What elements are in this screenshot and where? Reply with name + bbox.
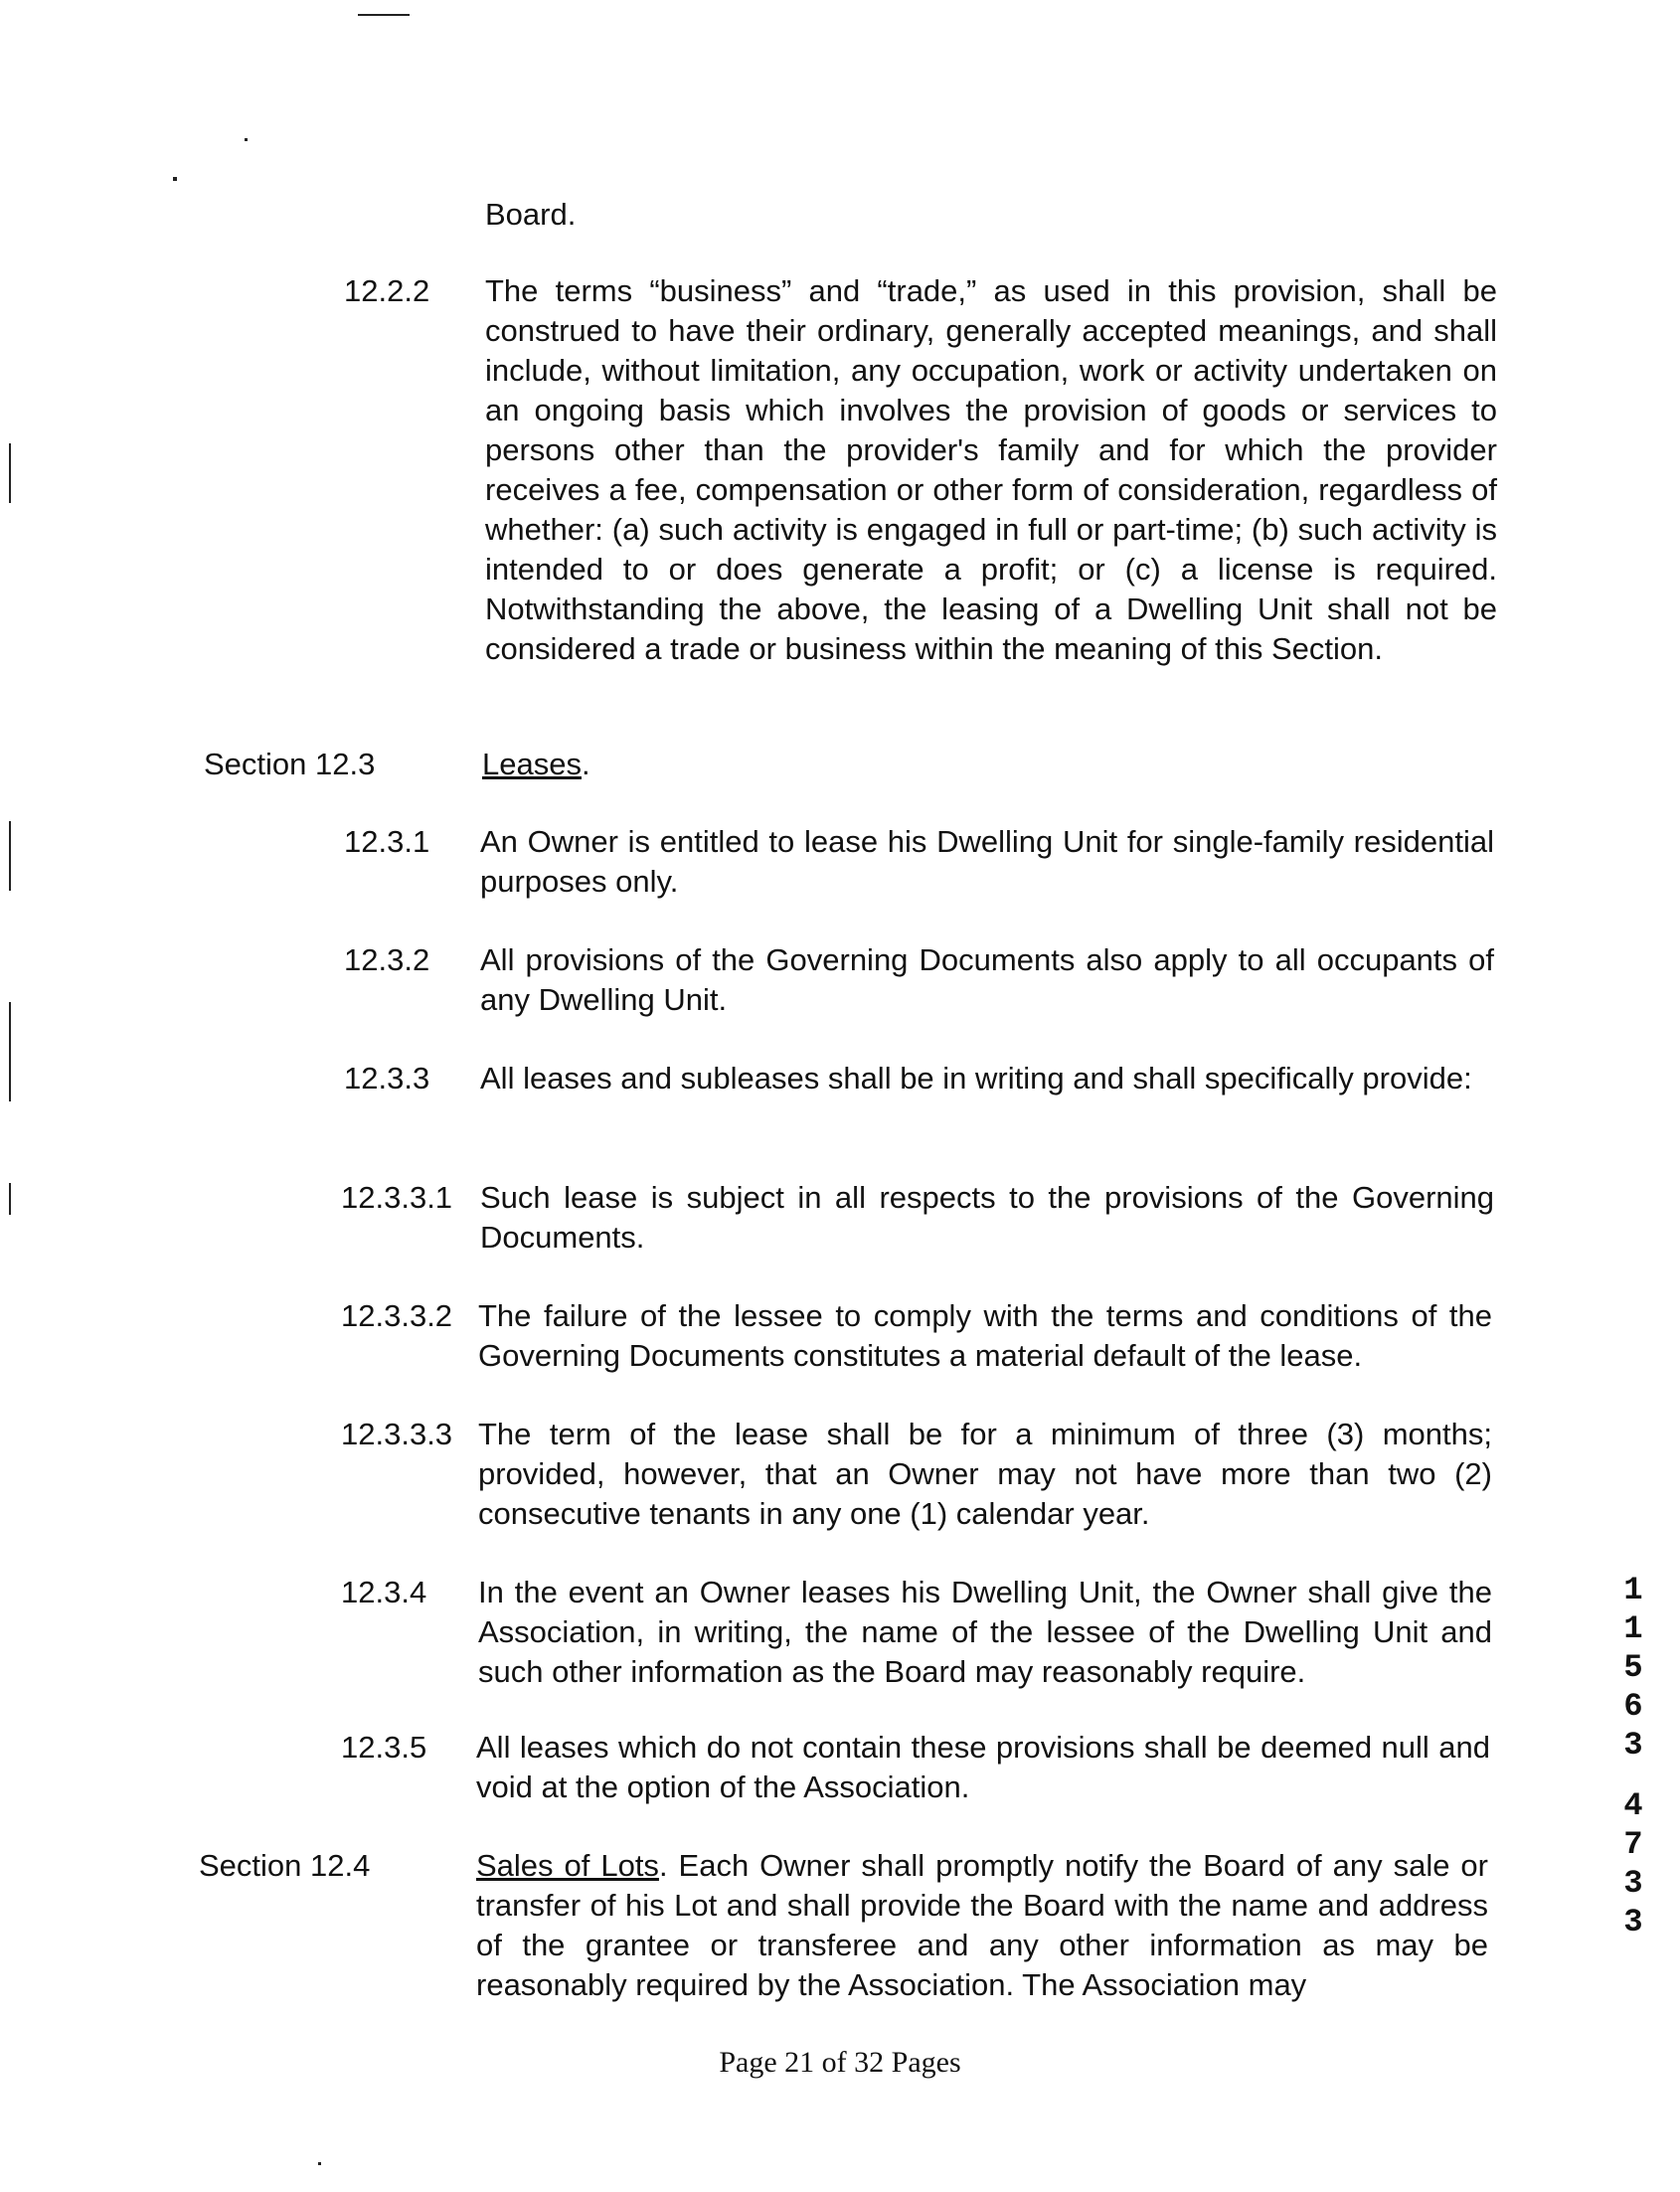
paragraph-continuation: Board.: [485, 197, 577, 232]
paragraph-number: 12.3.5: [341, 1730, 427, 1765]
paragraph-text: All provisions of the Governing Documents also apply to all occupants of any Dwelling Unit.: [480, 942, 1494, 1017]
paragraph-number: 12.3.3.3: [341, 1417, 453, 1451]
scan-artifact: [318, 2162, 321, 2165]
scan-artifact: [9, 821, 11, 891]
paragraph-text: All leases and subleases shall be in writing and shall specifically provide:: [480, 1061, 1472, 1096]
scan-artifact: [358, 14, 410, 16]
paragraph-text: The terms “business” and “trade,” as used in this provision, shall be construed to have their ordinary, generally accepted meanings, and shall include, without limitation, any occupation, work or activity undertaken on an ongoing basis which involves the provision of goods or services to persons other than the provider's family and for which the provider receives a fee, compensation or other form of consideration, regardless of whether: (a) such activity is engaged in full or part-time; (b) such activity is intended to or does generate a profit; or (c) a license is required. Notwithstanding the above, the leasing of a Dwelling Unit shall not be considered a trade or business within the meaning of this Section.: [485, 273, 1497, 666]
paragraph-text: Such lease is subject in all respects to the provisions of the Governing Documents.: [480, 1180, 1494, 1255]
paragraph-number: 12.3.1: [344, 824, 430, 859]
paragraph-text: An Owner is entitled to lease his Dwelling Unit for single-family residential purposes only.: [480, 824, 1494, 899]
paragraph-number: 12.3.4: [341, 1575, 427, 1609]
paragraph-number: 12.3.3.2: [341, 1298, 453, 1333]
section-title: Sales of Lots: [476, 1848, 659, 1883]
paragraph-number: 12.3.3.1: [341, 1180, 453, 1215]
paragraph-text: The term of the lease shall be for a minimum of three (3) months; provided, however, that an Owner may not have more than two (2) consecutive tenants in any one (1) calendar year.: [478, 1417, 1492, 1531]
paragraph-number: 12.3.2: [344, 942, 430, 977]
paragraph-number: 12.3.3: [344, 1061, 430, 1096]
scan-artifact: [173, 177, 177, 181]
section-heading: Leases.: [482, 747, 590, 781]
section-title: Leases: [482, 747, 582, 781]
section-number: Section 12.3: [204, 747, 376, 781]
recording-stamp: 1 1 5 6 3 4 7 3 3: [1623, 1572, 1643, 1940]
paragraph-text: All leases which do not contain these provisions shall be deemed null and void at the option of the Association.: [476, 1730, 1490, 1804]
page-footer: Page 21 of 32 Pages: [719, 2046, 961, 2079]
section-text: Sales of Lots. Each Owner shall promptly notify the Board of any sale or transfer of his Lot and shall provide the Board with the name and address of the grantee or transferee and any other information as may be reasonably required by the Association. The Association may: [476, 1848, 1488, 2002]
paragraph-number: 12.2.2: [344, 273, 430, 308]
scan-artifact: [9, 1002, 11, 1101]
scan-artifact: [9, 443, 11, 503]
scan-artifact: [9, 1183, 11, 1215]
paragraph-text: In the event an Owner leases his Dwelling Unit, the Owner shall give the Association, in writing, the name of the lessee of the Dwelling Unit and such other information as the Board may reasonably require.: [478, 1575, 1492, 1689]
section-number: Section 12.4: [199, 1848, 371, 1883]
scan-artifact: [245, 138, 248, 141]
paragraph-text: The failure of the lessee to comply with the terms and conditions of the Governing Documents constitutes a material default of the lease.: [478, 1298, 1492, 1373]
